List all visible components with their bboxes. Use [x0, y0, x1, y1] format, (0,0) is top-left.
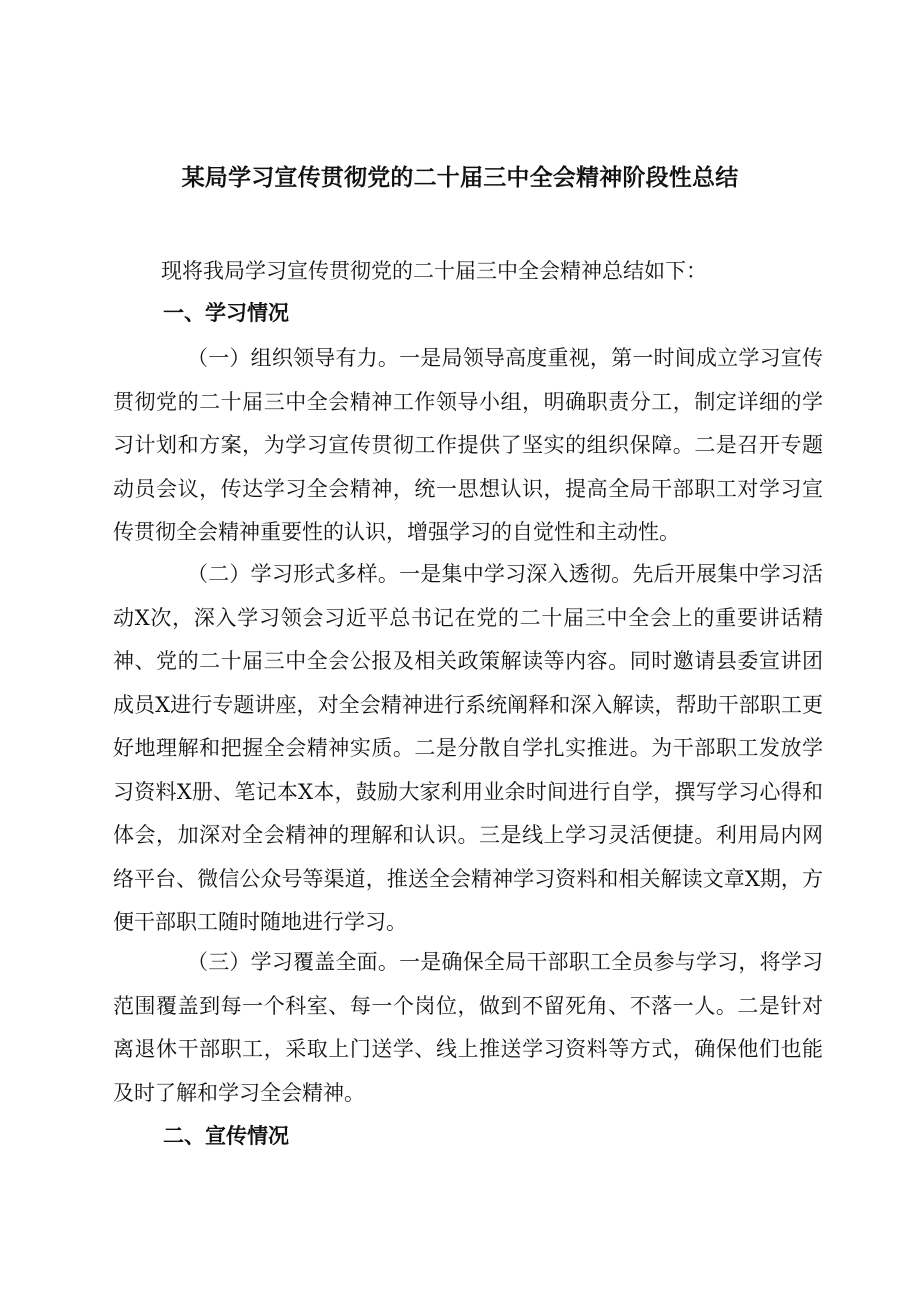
section-heading-publicity: 二、宣传情况 — [163, 1124, 289, 1148]
paragraph-study-coverage: （三）学习覆盖全面。一是确保全局干部职工全员参与学习，将学习范围覆盖到每一个科室、每一个岗位，做到不留死角、不落一人。二是针对离退休干部职工，采取上门送学、线上推送学习资料等方式，确保他们也能及时了解和学习全会精神。 — [113, 950, 823, 1105]
intro-paragraph: 现将我局学习宣传贯彻党的二十届三中全会精神总结如下： — [161, 259, 707, 283]
document-title: 某局学习宣传贯彻党的二十届三中全会精神阶段性总结 — [181, 165, 739, 191]
section-heading-study: 一、学习情况 — [163, 301, 289, 325]
paragraph-organization: （一）组织领导有力。一是局领导高度重视，第一时间成立学习宣传贯彻党的二十届三中全会精神工作领导小组，明确职责分工，制定详细的学习计划和方案，为学习宣传贯彻工作提供了坚实的组织保障。二是召开专题动员会议，传达学习全会精神，统一思想认识，提高全局干部职工对学习宣传贯彻全会精神重要性的认识，增强学习的自觉性和主动性。 — [113, 346, 823, 544]
paragraph-study-forms: （二）学习形式多样。一是集中学习深入透彻。先后开展集中学习活动X次，深入学习领会习近平总书记在党的二十届三中全会上的重要讲话精神、党的二十届三中全会公报及相关政策解读等内容。同时邀请县委宣讲团成员X进行专题讲座，对全会精神进行系统阐释和深入解读，帮助干部职工更好地理解和把握全会精神实质。二是分散自学扎实推进。为干部职工发放学习资料X册、笔记本X本，鼓励大家利用业余时间进行自学，撰写学习心得和体会，加深对全会精神的理解和认识。三是线上学习灵活便捷。利用局内网络平台、微信公众号等渠道，推送全会精神学习资料和相关解读文章X期，方便干部职工随时随地进行学习。 — [113, 562, 823, 934]
